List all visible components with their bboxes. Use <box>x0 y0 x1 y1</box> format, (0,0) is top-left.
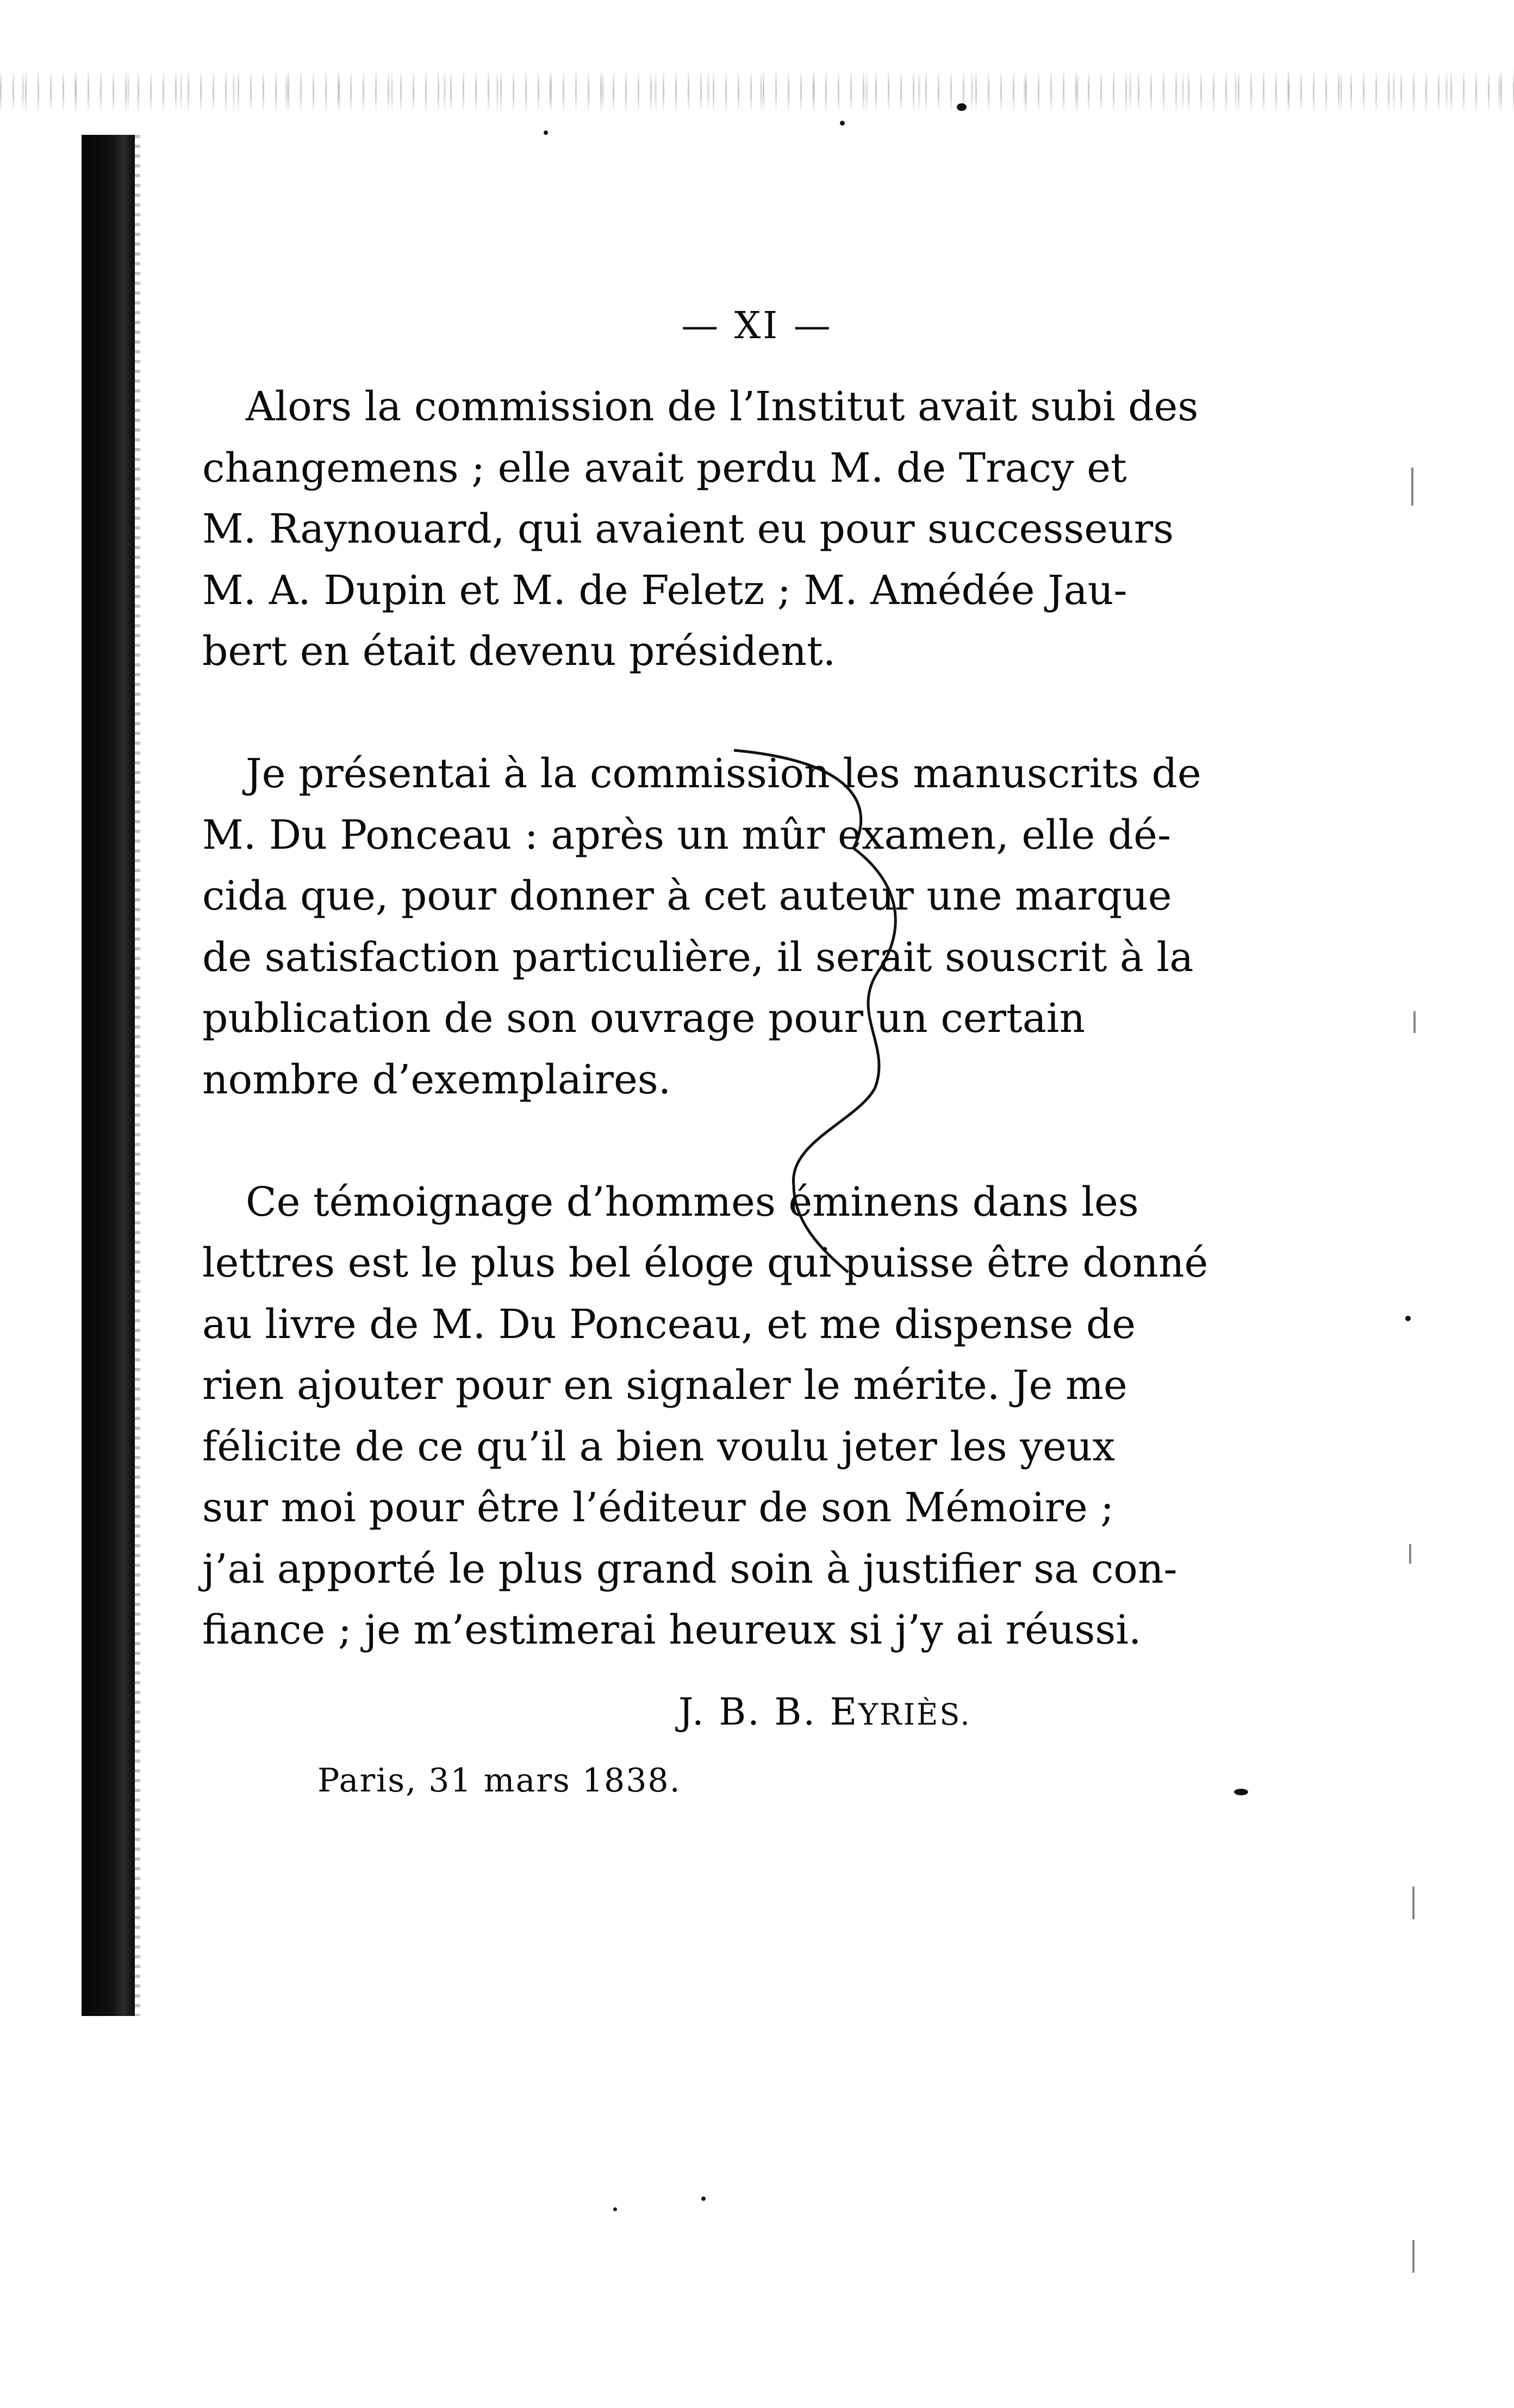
scan-edge-mark <box>1412 1887 1415 1919</box>
dateline: Paris, 31 mars 1838. <box>317 1762 681 1800</box>
text-line: Alors la commission de l’Institut avait subi des <box>246 383 1199 430</box>
text-line: rien ajouter pour en signaler le mérite. Je me <box>202 1362 1127 1409</box>
signature-initials: J. B. B. E <box>678 1691 859 1734</box>
text-line: bert en était devenu président. <box>202 628 836 675</box>
text-line: sur moi pour être l’éditeur de son Mémoire ; <box>202 1484 1114 1531</box>
signature <box>678 1691 971 1734</box>
text-line: lettres est le plus bel éloge qui puisse être donné <box>202 1240 1208 1286</box>
text-line: M. Du Ponceau : après un mûr examen, elle dé- <box>202 811 1171 858</box>
text-line: publication de son ouvrage pour un certain <box>202 995 1086 1042</box>
text-line: j’ai apporté le plus grand soin à justifier sa con- <box>202 1545 1177 1592</box>
scan-speck <box>1234 1789 1248 1795</box>
paragraph-commission <box>202 376 1199 682</box>
paragraph-testimony <box>202 1172 1208 1661</box>
text-line: Ce témoignage d’hommes éminens dans les <box>246 1178 1139 1225</box>
signature-surname: YRIÈS. <box>858 1697 971 1732</box>
text-line: au livre de M. Du Ponceau, et me dispense de <box>202 1301 1136 1348</box>
text-line: M. A. Dupin et M. de Feletz ; M. Amédée Jau- <box>202 567 1127 614</box>
page-number: — XI — <box>681 304 833 347</box>
text-line: Je présentai à la commission les manuscrits de <box>246 750 1201 797</box>
text-line: félicite de ce qu’il a bien voulu jeter les yeux <box>202 1423 1116 1470</box>
scan-edge-mark <box>1411 468 1413 506</box>
scan-top-noise <box>0 70 1514 113</box>
scan-speck <box>701 2197 706 2201</box>
scan-edge-mark <box>1412 2240 1415 2273</box>
body-text <box>202 376 1208 1722</box>
paragraph-manuscripts <box>202 743 1201 1110</box>
text-line: de satisfaction particulière, il serait souscrit à la <box>202 934 1194 981</box>
scan-speck <box>613 2207 617 2211</box>
scan-edge-mark <box>1413 1011 1416 1033</box>
scan-speck <box>1405 1316 1411 1321</box>
scan-speck <box>840 121 845 126</box>
scan-speck <box>544 130 548 135</box>
text-line: fiance ; je m’estimerai heureux si j’y ai réussi. <box>202 1607 1142 1653</box>
scan-speck <box>957 103 967 111</box>
text-line: M. Raynouard, qui avaient eu pour successeurs <box>202 506 1174 552</box>
text-line: cida que, pour donner à cet auteur une marque <box>202 873 1172 919</box>
text-line: nombre d’exemplaires. <box>202 1056 671 1103</box>
binding-shadow <box>82 135 135 2016</box>
scan-edge-mark <box>1409 1544 1411 1564</box>
text-line: changemens ; elle avait perdu M. de Tracy et <box>202 444 1127 491</box>
